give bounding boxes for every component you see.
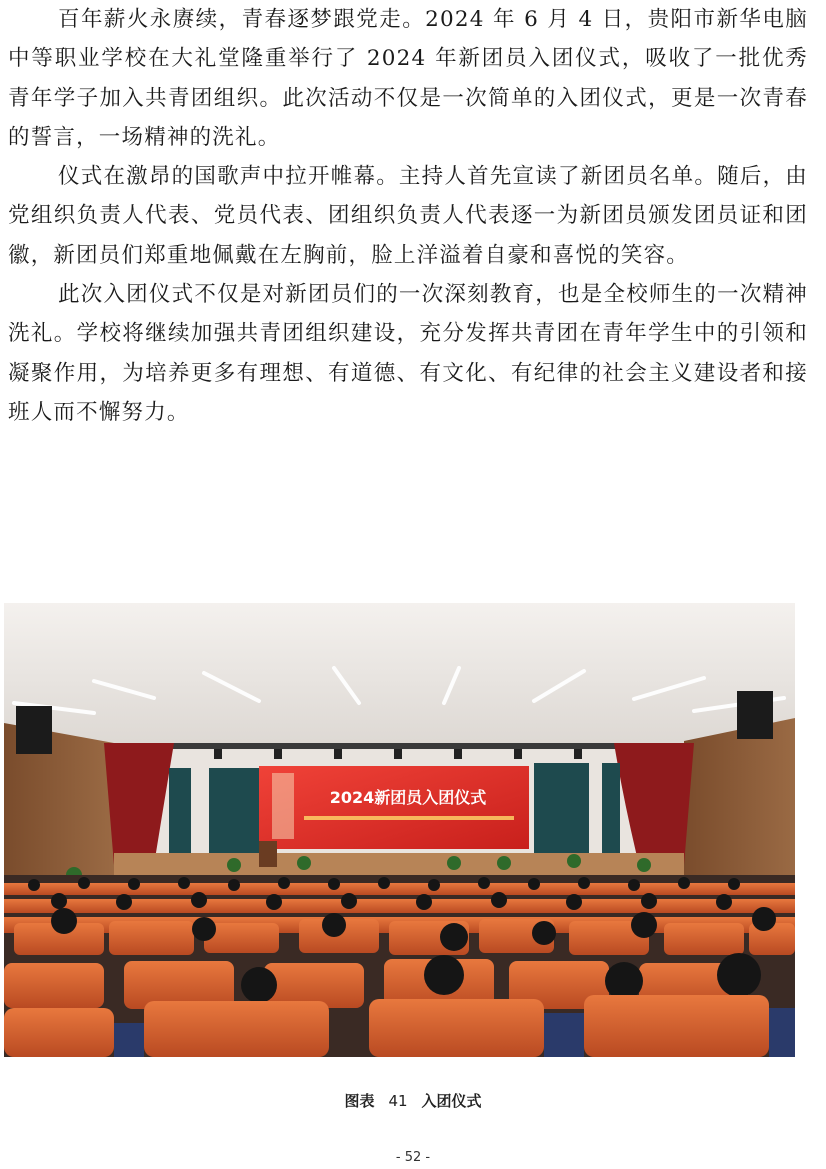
page-number: - 52 - [395, 1150, 431, 1165]
article-body [8, 0, 808, 432]
paragraph-1: 百年薪火永赓续，青春逐梦跟党走。2024 年 6 月 4 日，贵阳市新华电脑中等职业学校在大礼堂隆重举行了 2024 年新团员入团仪式，吸收了一批优秀青年学子加入共青团组织。此次活动不仅是一次简单的入团仪式，更是一次青春的誓言，一场精神的洗礼。 [8, 7, 808, 150]
figure-label: 图表 [344, 1092, 375, 1110]
figure-caption [0, 1090, 826, 1111]
screen-title: 2024新团员入团仪式 [329, 788, 487, 807]
paragraph-3: 此次入团仪式不仅是对新团员们的一次深刻教育，也是全校师生的一次精神洗礼。学校将继续加强共青团组织建设，充分发挥共青团在青年学生中的引领和凝聚作用，为培养更多有理想、有道德、有文化、有纪律的社会主义建设者和接班人而不懈努力。 [8, 282, 808, 425]
figure-title: 入团仪式 [421, 1092, 482, 1110]
paragraph-2: 仪式在激昂的国歌声中拉开帷幕。主持人首先宣读了新团员名单。随后，由党组织负责人代表、党员代表、团组织负责人代表逐一为新团员颁发团员证和团徽，新团员们郑重地佩戴在左胸前，脸上洋溢着自豪和喜悦的笑容。 [8, 164, 808, 268]
figure-number: 41 [388, 1092, 408, 1110]
ceremony-photo [4, 603, 795, 1057]
